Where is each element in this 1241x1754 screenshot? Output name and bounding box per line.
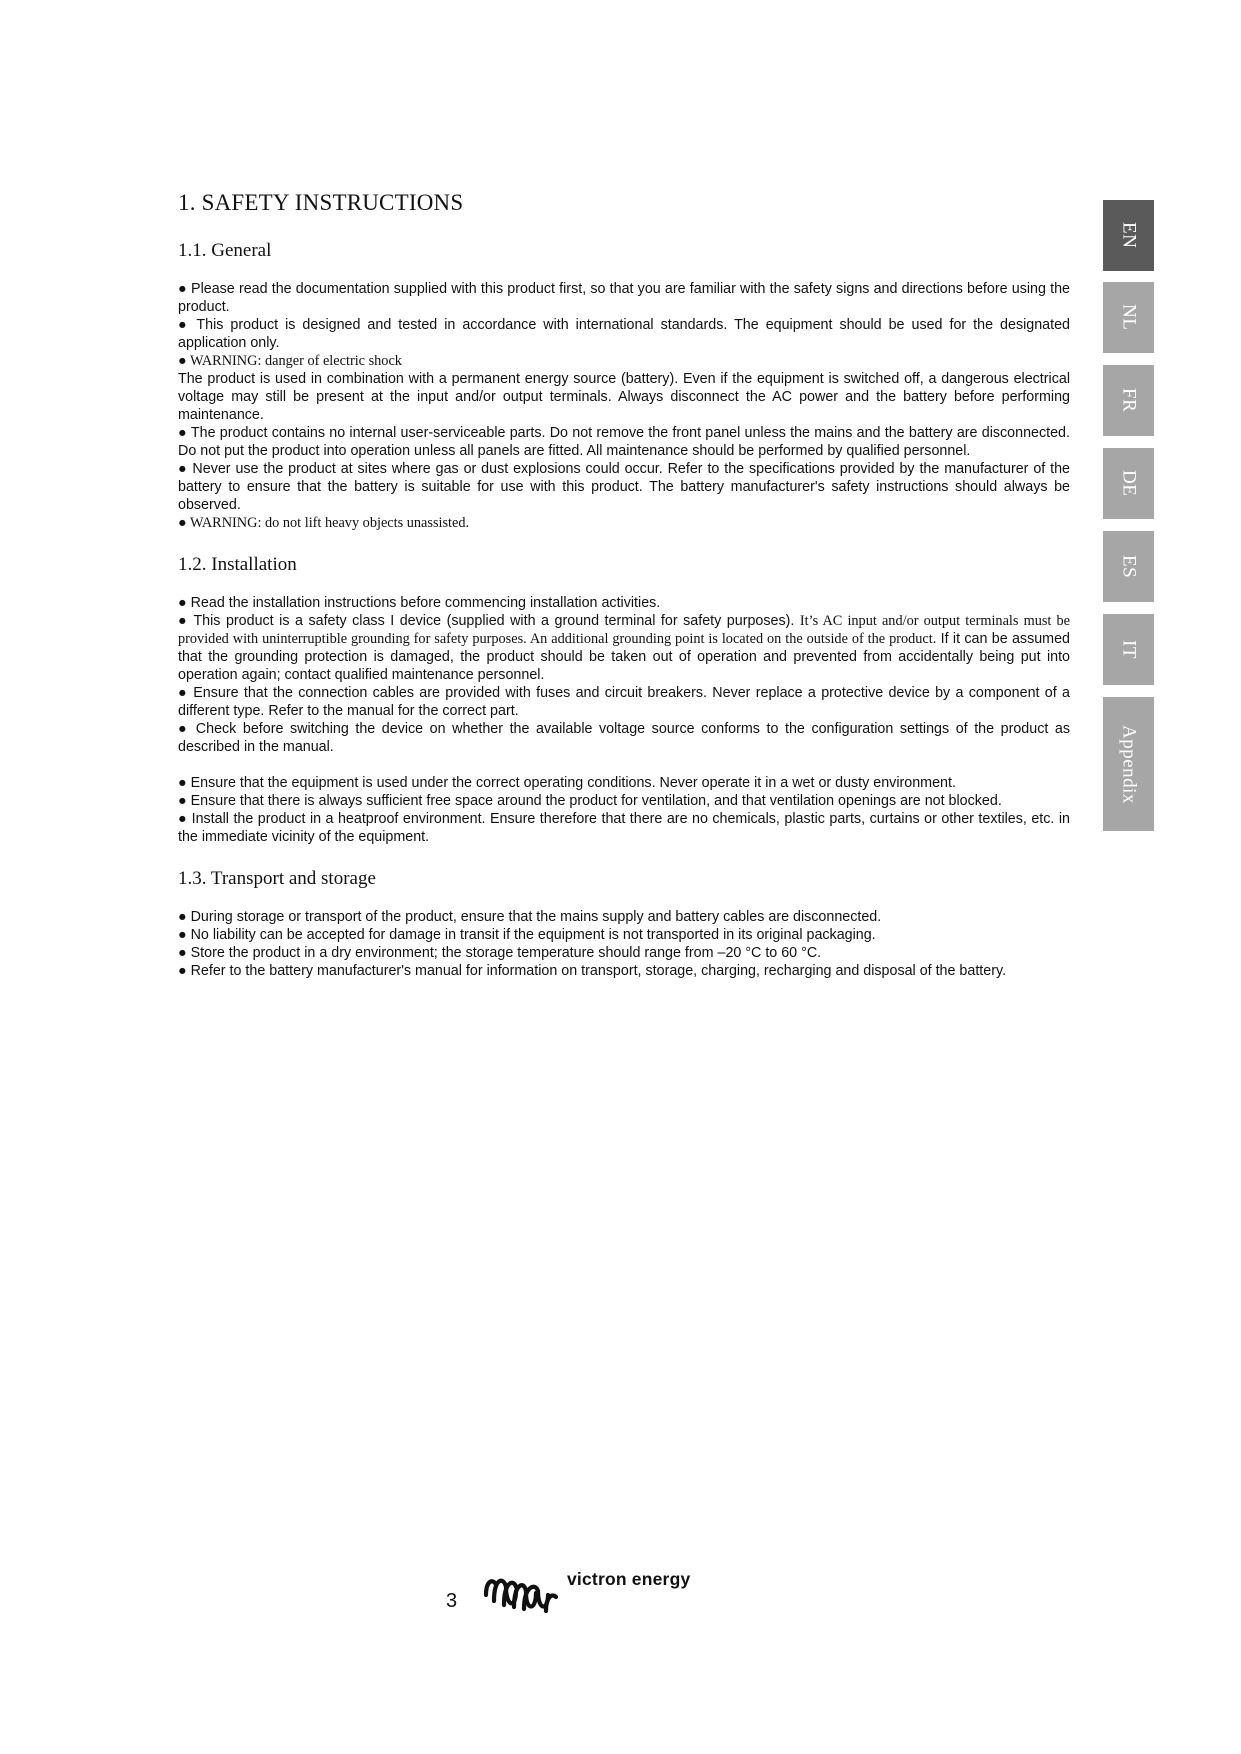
tab-es[interactable] <box>1103 531 1154 602</box>
brand-name: victron energy <box>567 1569 691 1589</box>
section-gap <box>178 532 1070 554</box>
tab-label: DE <box>1118 470 1140 497</box>
tab-label: Appendix <box>1118 724 1140 804</box>
paragraph: ● Never use the product at sites where gas or dust explosions could occur. Refer to the specifications provided by the manufacturer of the battery to ensure that the battery is suitable for use with this product. The battery manufacturer's safety instructions should always be observed. <box>178 461 1070 513</box>
section-heading: 1.2. Installation <box>178 554 297 575</box>
tab-label: FR <box>1118 388 1140 413</box>
paragraph: ● Please read the documentation supplied with this product first, so that you are familiar with the safety signs and directions before using the product. <box>178 281 1070 315</box>
tab-label: NL <box>1118 304 1140 331</box>
paragraph: ● Store the product in a dry environment; the storage temperature should range from –20 °C to 60 °C. <box>178 945 822 961</box>
paragraph-segment: ● This product is a safety class I device (supplied with a ground terminal for safety purposes). <box>178 613 800 629</box>
page-title: 1. SAFETY INSTRUCTIONS <box>178 190 464 215</box>
document-body <box>178 190 1070 980</box>
paragraph: ● Ensure that there is always sufficient free space around the product for ventilation, and that ventilation openings are not blocked. <box>178 793 1002 809</box>
tab-de[interactable] <box>1103 448 1154 519</box>
tab-it[interactable] <box>1103 614 1154 685</box>
tab-label: ES <box>1118 554 1140 579</box>
paragraph: ● This product is designed and tested in accordance with international standards. The equipment should be used for the designated application only. <box>178 317 1070 351</box>
footer <box>446 1565 706 1625</box>
paragraph: The product is used in combination with a permanent energy source (battery). Even if the equipment is switched off, a dangerous electrical voltage may still be present at the input and/or output terminals. Always disconnect the AC power and the battery before performing maintenance. <box>178 371 1070 423</box>
section-heading: 1.3. Transport and storage <box>178 868 376 889</box>
page-number: 3 <box>446 1590 458 1612</box>
paragraph <box>178 612 1070 684</box>
paragraph: ● Read the installation instructions before commencing installation activities. <box>178 595 661 611</box>
paragraph: ● No liability can be accepted for damage in transit if the equipment is not transported in its original packaging. <box>178 927 876 943</box>
tab-en[interactable] <box>1103 200 1154 271</box>
paragraph: ● WARNING: do not lift heavy objects unassisted. <box>178 515 470 531</box>
paragraph: ● Ensure that the connection cables are provided with fuses and circuit breakers. Never replace a protective device by a component of a different type. Refer to the manual for the correct part. <box>178 685 1070 719</box>
paragraph: ● WARNING: danger of electric shock <box>178 353 402 369</box>
paragraph: ● Ensure that the equipment is used under the correct operating conditions. Never operate it in a wet or dusty environment. <box>178 775 956 791</box>
paragraph: ● Install the product in a heatproof environment. Ensure therefore that there are no chemicals, plastic parts, curtains or other textiles, etc. in the immediate vicinity of the equipment. <box>178 811 1070 845</box>
section-heading: 1.1. General <box>178 240 272 261</box>
paragraph: ● The product contains no internal user-serviceable parts. Do not remove the front panel unless the mains and the battery are disconnected. Do not put the product into operation unless all panels are fitted. All maintenance should be performed by qualified personnel. <box>178 425 1070 459</box>
tab-nl[interactable] <box>1103 282 1154 353</box>
paragraph-segment: It’s AC input and/or output terminals must be provided with uninterruptible grounding for safety purposes. An additional grounding point is located on the outside of the product. <box>178 613 1070 647</box>
tab-appendix[interactable] <box>1103 697 1154 831</box>
section-gap <box>178 846 1070 868</box>
paragraph-segment: If it can be assumed that the grounding protection is damaged, the product should be taken out of operation and prevented from accidentally being put into operation again; contact qualified maintenance personnel. <box>178 631 1070 683</box>
paragraph: ● Check before switching the device on whether the available voltage source conforms to the configuration settings of the product as described in the manual. <box>178 721 1070 755</box>
paragraph: ● During storage or transport of the product, ensure that the mains supply and battery cables are disconnected. <box>178 909 882 925</box>
tab-fr[interactable] <box>1103 365 1154 436</box>
tab-label: EN <box>1118 222 1140 249</box>
tab-label: IT <box>1118 640 1140 659</box>
blank-line <box>178 756 1070 774</box>
paragraph: ● Refer to the battery manufacturer's manual for information on transport, storage, charging, recharging and disposal of the battery. <box>178 963 1007 979</box>
sections <box>178 240 1070 980</box>
victron-logo-icon <box>480 1571 564 1615</box>
